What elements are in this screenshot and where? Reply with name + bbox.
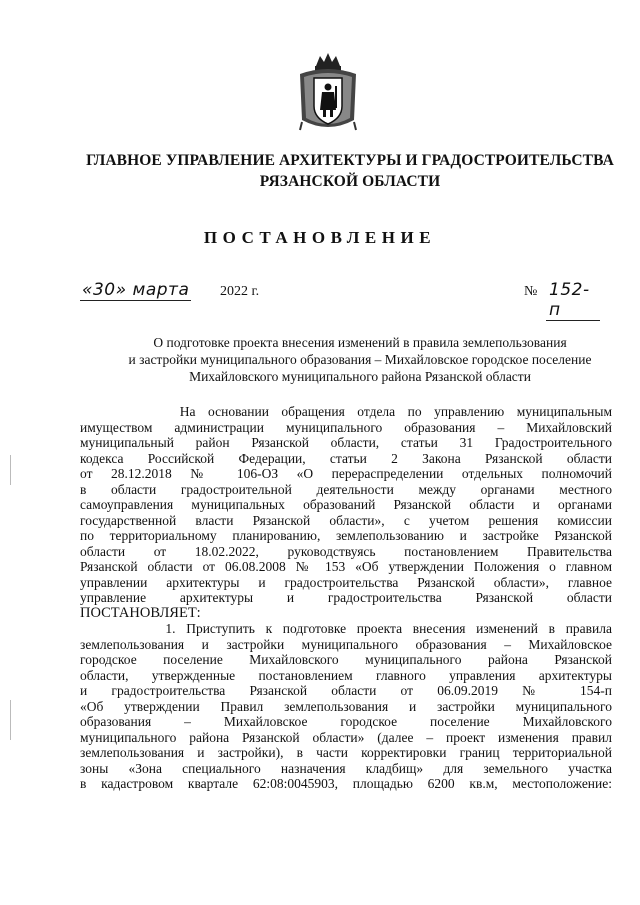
body-line: Рязанской области от 06.08.2008 № 153 «Об утверждении Положения о главном [80, 559, 612, 574]
body-line: и градостроительства Рязанской области от 06.09.2019 № 154-п [80, 683, 612, 698]
handwritten-number: 152-п [546, 280, 600, 321]
body-line: имуществом администрации муниципального образования – Михайловский [80, 419, 612, 435]
body-line: кодекса Российской Федерации, статьи 2 Закона Рязанской области [80, 450, 612, 466]
document-type-title: ПОСТАНОВЛЕНИЕ [203, 228, 437, 247]
subject-line: Михайловского муниципального района Рязанской области [189, 369, 531, 384]
body-line: зоны «Зона специального назначения кладбищ» для земельного участка [80, 760, 612, 776]
body-line-decree: ПОСТАНОВЛЯЕТ: [80, 605, 201, 621]
org-name-line2: РЯЗАНСКОЙ ОБЛАСТИ [259, 173, 441, 190]
body-line: «Об утверждении Правил землепользования и застройки муниципального [80, 698, 612, 714]
body-line: самоуправления муниципальных образований Рязанской области и органами [80, 497, 612, 512]
body-line: муниципальный район Рязанской области, статьи 31 Градостроительного [80, 435, 612, 450]
body-line: землепользования и застройки муниципального образования – Михайловское [80, 636, 612, 652]
scan-margin-mark [10, 455, 11, 485]
org-name-line1: ГЛАВНОЕ УПРАВЛЕНИЕ АРХИТЕКТУРЫ И ГРАДОСТРОИТЕЛЬСТВА [86, 152, 614, 169]
scan-margin-mark [10, 700, 11, 740]
body-line: области, утвержденные постановлением главного управления архитектуры [80, 667, 612, 683]
body-line: от 28.12.2018 № 106-ОЗ «О перераспределении отдельных полномочий [80, 466, 612, 481]
document-body [80, 404, 612, 792]
body-line: городское поселение Михайловского муниципального района Рязанской [80, 652, 612, 667]
body-line: государственной власти Рязанской области», с учетом решения комиссии [80, 512, 612, 528]
date-number-row [80, 278, 600, 320]
subject-line: и застройки муниципального образования – Михайловское городское поселение [128, 352, 592, 367]
body-line: На основании обращения отдела по управлению муниципальным [80, 404, 612, 419]
date-year: 2022 г. [220, 284, 260, 299]
subject-line: О подготовке проекта внесения изменений в правила землепользования [153, 335, 567, 350]
body-line: управление архитектуры и градостроительства Рязанской области [80, 590, 612, 605]
body-line: управлении архитектуры и градостроительства Рязанской области», главное [80, 574, 612, 590]
body-line: области от 18.02.2022, руководствуясь постановлением Правительства [80, 543, 612, 559]
body-line: в кадастровом квартале 62:08:0045903, площадью 6200 кв.м, местоположение: [80, 776, 612, 791]
number-label: № [524, 284, 538, 299]
body-line: муниципального района Рязанской области» (далее – проект изменения правил [80, 729, 612, 745]
body-line: землепользования и застройки), в части корректировки границ территориальной [80, 745, 612, 760]
body-line: образования – Михайловское городское поселение Михайловского [80, 714, 612, 729]
body-line: в области градостроительной деятельности между органами местного [80, 481, 612, 497]
handwritten-date: «30» марта [82, 280, 190, 300]
body-line: 1. Приступить к подготовке проекта внесения изменений в правила [80, 621, 612, 636]
body-line: по территориальному планированию, землепользованию и застройке Рязанской [80, 528, 612, 543]
coat-of-arms-emblem [296, 50, 360, 138]
subject-heading [80, 334, 640, 385]
